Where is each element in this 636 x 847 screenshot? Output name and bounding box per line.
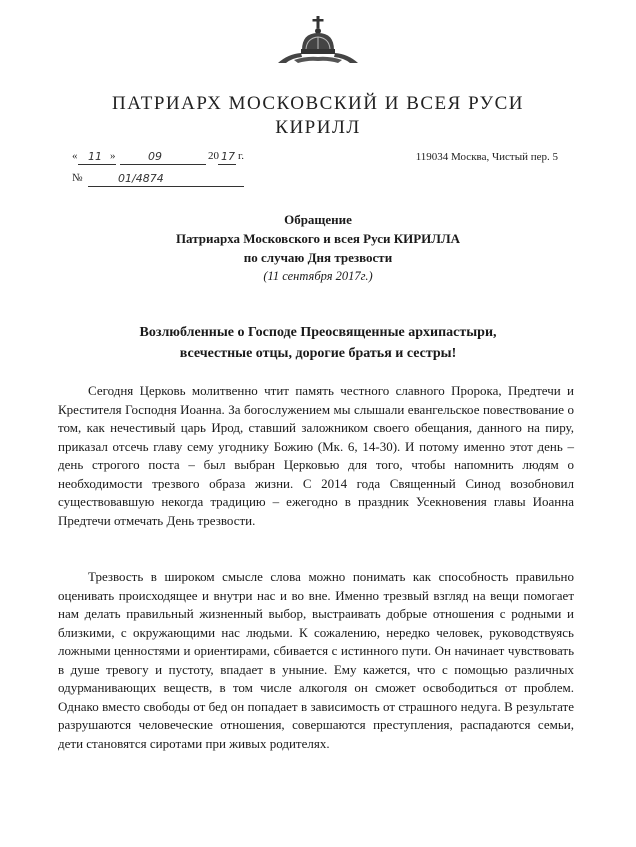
date-day-underline — [78, 164, 116, 165]
office-address: 119034 Москва, Чистый пер. 5 — [415, 151, 558, 163]
number-value: 01/4874 — [118, 172, 164, 185]
appeal-title: Обращение — [284, 212, 352, 227]
greeting-line1: Возлюбленные о Господе Преосвященные архипастыри, — [139, 325, 497, 340]
appeal-author: Патриарха Московского и всея Руси КИРИЛЛА — [175, 231, 461, 246]
body-paragraph-1: Сегодня Церковь молитвенно чтит память честного славного Пророка, Предтечи и Крестителя Господня Иоанна. За богослужением мы слышали евангельское повествование о том, как нечестивый царь Ирод, ставший заложником своего обещания, данного на пиру, приказал отсечь главу сему угоднику Божию (Мк. 6, 14-30). И потому именно этот день – день строгого поста – был выбран Церковью для того, чтобы напомнить людям о необходимости трезвого образа жизни. С 2014 года Священный Синод возобновил существовавшую некогда традицию – ежегодно в праздник Усекновения главы Иоанна Предтечи отмечать День трезвости. — [58, 383, 574, 528]
document-number — [72, 172, 252, 188]
date-month-underline — [120, 164, 206, 165]
header-title-line1: ПАТРИАРХ МОСКОВСКИЙ И ВСЕЯ РУСИ — [111, 93, 525, 114]
patriarch-cowl-emblem-icon — [272, 16, 364, 68]
date-year-unit: г. — [238, 150, 245, 162]
header-title-line2: КИРИЛЛ — [275, 117, 361, 138]
number-underline — [88, 186, 244, 187]
date-day: 11 — [88, 150, 102, 163]
appeal-date: (11 сентября 2017г.) — [263, 269, 373, 283]
body-paragraph-2: Трезвость в широком смысле слова можно понимать как способность правильно оценивать происходящее и внутри нас и во вне. Именно трезвый взгляд на вещи помогает нам делать правильный жизненный выбор, выстраивать добрые отношения с родными и близкими, с окружающими нас людьми. К сожалению, нередко человек, руководствуясь ложными ценностями и ориентирами, сбивается с истинного пути. Он начинает чувствовать в душе тревогу и пустоту, впадает в уныние. Ему кажется, что с помощью различных одурманивающих веществ, в том числе алкоголя он сможет освободиться от проблем. Однако вместо свободы от бед он попадает в зависимость от страшного недуга. В результате разрушаются человеческие отношения, совершаются преступления, распадаются семьи, дети становятся сиротами при живых родителях. — [58, 569, 574, 751]
date-quote-close: » — [110, 150, 116, 162]
greeting-line2: всечестные отцы, дорогие братья и сестры! — [179, 346, 457, 361]
date-month: 09 — [148, 150, 162, 163]
document-date — [72, 150, 262, 166]
date-quote-open: « — [72, 150, 78, 162]
date-year-prefix: 20 — [208, 150, 219, 162]
number-label: № — [72, 172, 83, 184]
date-year-suffix: 17 — [221, 150, 235, 163]
appeal-occasion: по случаю Дня трезвости — [243, 250, 393, 265]
date-year-underline — [218, 164, 236, 165]
